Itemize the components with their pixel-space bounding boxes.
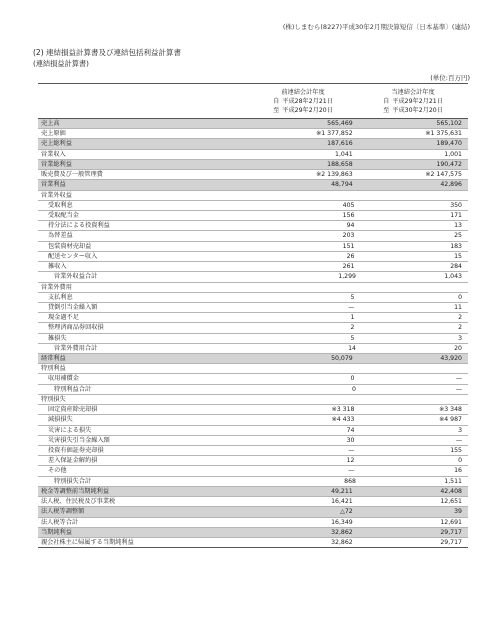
curr-year-value: — [455,436,462,444]
table-row [38,170,468,180]
curr-year-value: 13 [454,222,462,230]
column-name-curr: 当連結会計年度 [391,88,435,96]
prev-year-value: — [348,467,355,475]
row-label: 特別損失合計 [54,477,92,485]
prev-year-value: 565,469 [327,120,353,127]
row-label: 受取配当金 [48,211,79,219]
prev-year-value: △72 [340,508,353,516]
curr-year-value [359,395,468,404]
prev-year-value: 1,041 [335,150,353,158]
prev-year-value: 12 [346,457,355,465]
prev-year-value: 49,211 [331,487,353,495]
table-row [38,354,468,364]
row-label: 営業利益 [41,181,66,189]
row-label: 特別利益合計 [54,385,92,393]
period-bracket-prev [273,97,279,115]
row-label: 貸倒引当金繰入額 [48,303,98,311]
prev-year-value: 48,794 [331,181,353,189]
prev-year-value: 30 [346,436,355,444]
prev-year-value: 74 [346,426,355,434]
prev-year-value: ※1 377,852 [316,130,353,138]
curr-year-value: 2 [458,324,462,332]
prev-year-value: 203 [342,232,355,240]
table-row [38,518,468,528]
table-row [38,211,468,221]
row-label: 法人税、住民税及び事業税 [41,498,116,506]
table-row [38,436,468,446]
curr-year-value: 0 [458,457,462,465]
row-label: 為替差益 [48,232,73,240]
column-name-prev: 前連結会計年度 [281,88,325,96]
row-label: 持分法による投資利益 [48,222,110,230]
row-label: 固定資産除売却損 [48,406,98,414]
row-label: 売上総利益 [41,140,72,148]
prev-year-value: 188,658 [327,160,353,168]
table-row [38,293,468,303]
prev-year-value: 5 [350,293,355,301]
period-dates-curr [392,97,443,115]
curr-year-value: 350 [450,201,462,209]
table-row [38,415,468,425]
curr-year-value: 12,691 [440,518,462,526]
row-label: 雑収入 [48,263,67,271]
prev-year-value [250,364,359,373]
curr-year-value: — [455,385,462,393]
row-label: 営業収入 [41,150,66,158]
curr-year-value: 42,408 [440,487,462,495]
table-row [38,252,468,262]
curr-year-value: 2 [458,314,462,322]
curr-year-value: 189,470 [436,140,462,148]
curr-year-value: 20 [454,344,462,352]
prev-year-value: 32,862 [331,528,353,536]
table-row [38,334,468,344]
table-row [38,303,468,313]
curr-year-value: 42,896 [440,181,462,189]
row-label: 税金等調整前当期純利益 [41,487,110,495]
row-label: 配送センター収入 [48,252,98,260]
prev-year-value: 26 [346,252,355,260]
row-label: 営業外費用合計 [54,344,98,352]
period-prev [273,97,333,115]
table-row [38,426,468,436]
prev-year-value [250,191,359,200]
income-statement-table [38,83,468,548]
table-row [38,487,468,497]
prev-year-value: ※3 318 [331,406,355,414]
curr-year-value: 171 [450,211,462,219]
from-label-prev: 自 [273,97,280,105]
curr-year-value [359,283,468,292]
curr-year-value: 3 [458,334,462,342]
table-row [38,242,468,252]
table-row [38,139,468,149]
section-subtitle: (連結損益計算書) [33,59,89,68]
table-row [38,466,468,476]
table-row [38,405,468,415]
row-label: 災害による損失 [48,426,92,434]
prev-year-value: 0 [352,385,356,393]
table-row [38,283,468,293]
period-curr [383,97,443,115]
prev-year-value: 156 [342,211,355,219]
curr-year-value: 43,920 [440,355,462,363]
to-label-curr: 至 [383,106,390,114]
prev-year-value: 32,862 [331,538,353,546]
prev-year-value: 151 [342,242,355,250]
column-header-prev [248,84,358,118]
curr-year-value: 39 [454,508,462,516]
prev-year-value: 16,349 [331,518,353,526]
row-label: 販売費及び一般管理費 [41,171,103,179]
table-row [38,323,468,333]
curr-year-value: 29,717 [440,528,462,536]
prev-year-value: 261 [342,263,355,271]
curr-year-value: 12,651 [440,498,462,506]
curr-year-value: 29,717 [440,538,462,546]
curr-year-value: 11 [454,303,462,311]
row-label: 当期純利益 [41,528,72,536]
prev-year-value: — [348,447,355,454]
table-row [38,231,468,241]
table-row [38,528,468,538]
row-label: 売上高 [41,120,60,127]
row-label: 法人税等合計 [41,518,79,526]
curr-year-value: ※1 375,631 [425,130,462,138]
curr-year-value: — [455,375,462,383]
table-row [38,272,468,282]
prev-year-value: — [348,303,355,311]
row-label: 営業総利益 [41,160,72,168]
table-row [38,129,468,139]
table-row [38,385,468,395]
table-row [38,477,468,487]
row-label: 災害損失引当金繰入額 [48,436,110,444]
curr-year-value [359,364,468,373]
curr-year-value: 190,472 [436,160,462,168]
prev-year-value: 187,616 [327,140,353,148]
row-label: 雑損失 [48,334,67,342]
prev-year-value: 2 [350,324,355,332]
curr-year-value: 155 [450,447,462,454]
prev-year-value: 0 [350,375,355,383]
row-label: 営業外収益 [41,191,72,199]
row-label: 整理済商品券回収損 [48,324,104,332]
table-row [38,446,468,456]
curr-year-value: ※3 348 [439,406,462,414]
prev-year-value: 1,299 [338,273,356,281]
prev-year-value: 868 [344,477,356,485]
curr-year-value: 1,043 [444,273,462,281]
row-label: 特別利益 [41,365,66,373]
curr-year-value: 3 [458,426,462,434]
table-row [38,160,468,170]
prev-year-value: 14 [348,344,356,352]
curr-year-value: 183 [450,242,462,250]
table-row [38,191,468,201]
table-row [38,201,468,211]
prev-year-value: 94 [346,222,355,230]
prev-year-value [250,283,359,292]
from-label-curr: 自 [383,97,390,105]
curr-year-value: 1,511 [444,477,462,485]
table-row [38,456,468,466]
curr-year-value: 284 [450,263,462,271]
curr-year-value: 15 [454,252,462,260]
row-label: 支払利息 [48,293,73,301]
prev-year-value: 50,079 [331,355,353,363]
table-row [38,313,468,323]
row-label: 営業外収益合計 [54,273,98,281]
document-header: (株)しまむら(8227)平成30年2月期決算短信〔日本基準〕(連結) [282,23,470,31]
column-header-curr [358,84,468,118]
header-blank-cell [38,84,248,118]
table-row [38,395,468,405]
row-label: 売上原価 [41,130,66,138]
table-row [38,538,468,547]
table-row [38,344,468,354]
row-label: 投資有価証券売却損 [48,447,104,454]
prev-year-value: 16,421 [331,498,353,506]
curr-year-value: 1,001 [444,150,462,158]
prev-year-value: 1 [350,314,355,322]
row-label: その他 [48,467,67,475]
table-row [38,507,468,517]
table-row [38,221,468,231]
period-bracket-curr [383,97,389,115]
row-label: 受取利息 [48,201,73,209]
table-header [38,84,468,119]
prev-year-value [250,395,359,404]
curr-year-value: 16 [454,467,462,475]
curr-year-value: 565,102 [436,120,462,127]
prev-year-value: ※2 139,863 [316,171,353,179]
table-row [38,374,468,384]
from-date-prev: 平成28年2月21日 [282,97,333,105]
table-row [38,150,468,160]
row-label: 差入保証金解約損 [48,457,98,465]
row-label: 特別損失 [41,395,66,403]
table-row [38,180,468,190]
from-date-curr: 平成29年2月21日 [392,97,443,105]
prev-year-value: ※4 433 [331,416,355,424]
unit-label: (単位:百万円) [430,74,470,82]
period-dates-prev [282,97,333,115]
to-label-prev: 至 [273,106,280,114]
row-label: 営業外費用 [41,283,72,291]
prev-year-value: 405 [342,201,355,209]
row-label: 法人税等調整額 [41,508,85,516]
curr-year-value: 0 [458,293,462,301]
table-body [38,119,468,547]
to-date-curr: 平成30年2月20日 [392,106,443,114]
row-label: 経常利益 [41,355,66,363]
curr-year-value: 25 [454,232,462,240]
table-row [38,497,468,507]
to-date-prev: 平成29年2月20日 [282,106,333,114]
table-row [38,262,468,272]
table-row [38,119,468,129]
prev-year-value: 5 [350,334,355,342]
table-row [38,364,468,374]
curr-year-value: ※4 987 [439,416,462,424]
curr-year-value [359,191,468,200]
row-label: 減損損失 [48,416,73,424]
row-label: 現金過不足 [48,314,79,322]
row-label: 包装資材売却益 [48,242,92,250]
row-label: 収用補償金 [48,375,79,383]
section-title: (2) 連結損益計算書及び連結包括利益計算書 [33,48,182,57]
curr-year-value: ※2 147,575 [425,171,462,179]
row-label: 親会社株主に帰属する当期純利益 [41,538,134,546]
